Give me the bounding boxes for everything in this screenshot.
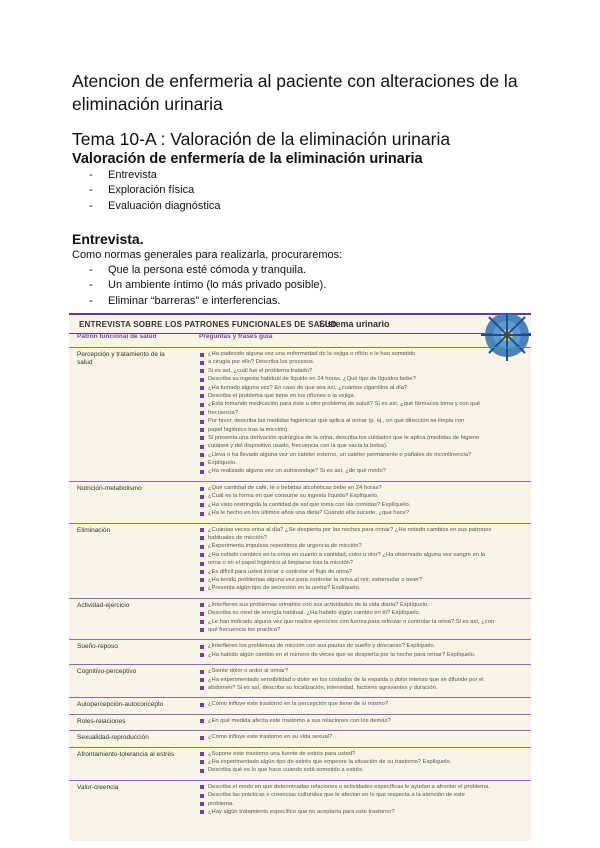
question-line: ¿Ha tenido problemas alguna vez para controlar la orina al reír, estornudar o toser? — [199, 576, 527, 584]
row-questions — [199, 783, 527, 817]
scanned-table-image — [69, 313, 531, 841]
question-line: ¿Siente dolor o ardor al orinar? — [199, 667, 527, 675]
question-line: orina o en el papel higiénico al limpiarse tras la micción? — [199, 559, 527, 567]
question-line: ¿Cómo influye este trastorno en su vida sexual? — [199, 733, 527, 741]
table-row — [69, 730, 531, 747]
list-item: - Exploración física — [72, 183, 221, 198]
table-row — [69, 481, 531, 524]
row-label: Autopercepción-autoconcepto — [77, 701, 164, 709]
question-line: ¿Interfieren los problemas de micción con sus pautas de sueño y descanso? Explíquelo. — [199, 642, 527, 650]
row-label: Eliminación — [77, 526, 111, 534]
question-line: ¿Ha experimentado algún tipo de estrés que empeore la situación de su trastorno? Explíquelo. — [199, 758, 527, 766]
question-line: ¿Qué cantidad de café, té o bebidas alcohólicas bebe en 24 horas? — [199, 484, 527, 492]
table-row — [69, 347, 531, 482]
table-row — [69, 697, 531, 714]
question-line: frecuencia? — [199, 409, 527, 417]
scan-header-left: ENTREVISTA SOBRE LOS PATRONES FUNCIONALES DE SALUD — [79, 320, 337, 329]
row-questions — [199, 601, 527, 635]
section-heading: Entrevista. — [72, 231, 144, 247]
question-line: abdomen? Si es así, describa su localización, intensidad, factores agravantes y duración. — [199, 684, 527, 692]
question-line: cutánea y del dispositivo usado, frecuencia con la que vacía la bolsa). — [199, 442, 527, 450]
table-row — [69, 780, 531, 823]
question-line: problema. — [199, 800, 527, 808]
row-questions — [199, 700, 527, 708]
question-line: ¿Ha habido algún cambio en el número de veces que se despierta por la noche para orinar? Explíquelo. — [199, 651, 527, 659]
question-line: ¿Ha realizado alguna vez un autosondaje? Si es así, ¿de qué modo? — [199, 467, 527, 475]
row-questions — [199, 642, 527, 659]
question-line: ¿Ha le hecho en los últimos años una dieta? Cuando ella sucede, ¿qué hace? — [199, 509, 527, 517]
table-row — [69, 598, 531, 641]
subtitle-heading: Valoración de enfermería de la eliminación urinaria — [72, 151, 423, 167]
row-label: Sueño-reposo — [77, 643, 118, 651]
intro-paragraph: Como normas generales para realizarla, procuraremos: — [72, 249, 343, 261]
question-line: ¿Supone este trastorno una fuente de estrés para usted? — [199, 750, 527, 758]
question-line: Si es así, ¿cuál fue el problema tratado? — [199, 367, 527, 375]
table-row — [69, 639, 531, 665]
question-line: ¿Ha notado cambios en la orina en cuanto a cantidad, color u olor? ¿Ha observado alguna vez sangre en la — [199, 551, 527, 559]
row-questions — [199, 750, 527, 775]
table-row — [69, 664, 531, 698]
scan-header-right: Sistema urinario — [319, 319, 390, 329]
question-line: Si presenta una derivación quirúrgica de la orina, describa los cuidados que le aplica (medidas de higiene — [199, 434, 527, 442]
question-line: habituales de micción? — [199, 534, 527, 542]
question-line: Describa el problema que tiene en los riñones o la vejiga. — [199, 392, 527, 400]
row-label: Nutrición-metabolismo — [77, 485, 142, 492]
table-row — [69, 523, 531, 599]
row-label: Sexualidad-reproducción — [77, 734, 149, 742]
table-row — [69, 714, 531, 731]
column-header-pattern: Patrón funcional de salud — [77, 333, 157, 340]
question-line: a cirugía por ello? Describa los procesos. — [199, 358, 527, 366]
question-line: papel higiénico tras la micción). — [199, 426, 527, 434]
row-label: Afrontamiento-tolerancia al estrés — [77, 750, 175, 758]
question-line: ¿Cuántas veces orina al día? ¿Se despierta por las noches para orinar? ¿Ha notado cambios en sus patrones — [199, 526, 527, 534]
question-line: ¿Cuál es la forma en que consume su ingesta líquida? Explíquelo. — [199, 492, 527, 500]
row-label: Roles-relaciones — [77, 717, 126, 725]
row-questions — [199, 350, 527, 476]
list-item: - Un ambiente íntimo (lo más privado posible). — [72, 278, 326, 293]
question-line: ¿Le han indicado alguna vez que realice ejercicios con fuerza para reforzar o controlar la orina? Si es así, ¿con — [199, 618, 527, 626]
question-line: Describa su nivel de energía habitual. ¿Ha habido algún cambio en él? Explíquelo. — [199, 609, 527, 617]
row-questions — [199, 484, 527, 518]
question-line: qué frecuencia los practica? — [199, 626, 527, 634]
question-line: ¿Presenta algún tipo de secreción en la uretra? Explíquelo. — [199, 584, 527, 592]
row-questions — [199, 667, 527, 692]
question-line: Explíquelo. — [199, 459, 527, 467]
row-label: Actividad-ejercicio — [77, 601, 130, 609]
question-line: ¿Lleva o ha llevado alguna vez un catéter externo, un catéter permanente o pañales de incontinencia? — [199, 451, 527, 459]
question-line: ¿Ha experimentado sensibilidad o dolor en los costados de la espalda o dolor intenso que se difunde por el — [199, 676, 527, 684]
list-item: - Evaluación diagnóstica — [72, 199, 221, 214]
question-line: Describa las prácticas o creencias culturales que le afectan en lo que respecta a la atención de este — [199, 791, 527, 799]
row-questions — [199, 717, 527, 725]
scan-header — [69, 313, 531, 334]
question-line: ¿Ha visto restringida la cantidad de sal que toma con las comidas? Explíquelo. — [199, 501, 527, 509]
steps-list — [72, 168, 221, 214]
question-line: ¿Cómo influye este trastorno en la percepción que tiene de sí mismo? — [199, 700, 527, 708]
row-questions — [199, 526, 527, 593]
question-line: ¿Hay algún tratamiento específico que no aceptaría para este trastorno? — [199, 808, 527, 816]
row-questions — [199, 733, 527, 741]
question-line: ¿Ha padecido alguna vez una enfermedad de la vejiga o riñón o le han sometido — [199, 350, 527, 358]
topic-heading: Tema 10-A : Valoración de la eliminación urinaria — [72, 129, 451, 149]
row-label: Percepción y tratamiento de la salud — [77, 351, 165, 366]
list-item: - Entrevista — [72, 168, 221, 183]
norms-list — [72, 263, 326, 309]
list-item: - Que la persona esté cómoda y tranquila. — [72, 263, 326, 278]
question-line: ¿En qué medida afecta este trastorno a sus relaciones con los demás? — [199, 717, 527, 725]
question-line: ¿Ha fumado alguna vez? En caso de que sea así, ¿cuántos cigarrillos al día? — [199, 384, 527, 392]
table-row — [69, 747, 531, 781]
row-label: Valor-creencia — [77, 783, 119, 791]
question-line: Describa el modo en que determinadas relaciones o actividades específicas le ayudan a afrontar el problema. — [199, 783, 527, 791]
question-line: Por favor, describa las medidas higiénicas que aplica al orinar (p. ej., en qué dirección se limpia con — [199, 417, 527, 425]
question-line: Describa qué es lo que hace cuando está sometido a estrés. — [199, 766, 527, 774]
question-line: ¿Interfieren sus problemas urinarios con sus actividades de la vida diaria? Explíquelo. — [199, 601, 527, 609]
page-title: Atencion de enfermeria al paciente con alteraciones de la eliminación urinaria — [72, 71, 518, 114]
row-label: Cognitivo-perceptivo — [77, 668, 137, 676]
column-header-questions: Preguntas y frases guía — [199, 333, 273, 340]
question-line: ¿Experimenta impulsos repentinos de urgencia de micción? — [199, 542, 527, 550]
list-item: - Eliminar “barreras” e interferencias. — [72, 294, 326, 309]
question-line: ¿Es difícil para usted iniciar o controlar el flujo de orina? — [199, 568, 527, 576]
question-line: Describa su ingesta habitual de líquido en 24 horas. ¿Qué tipo de líquidos bebe? — [199, 375, 527, 383]
question-line: ¿Está tomando medicación para éste u otro problema de salud? Si es así, ¿qué fármacos toma y con qué — [199, 400, 527, 408]
